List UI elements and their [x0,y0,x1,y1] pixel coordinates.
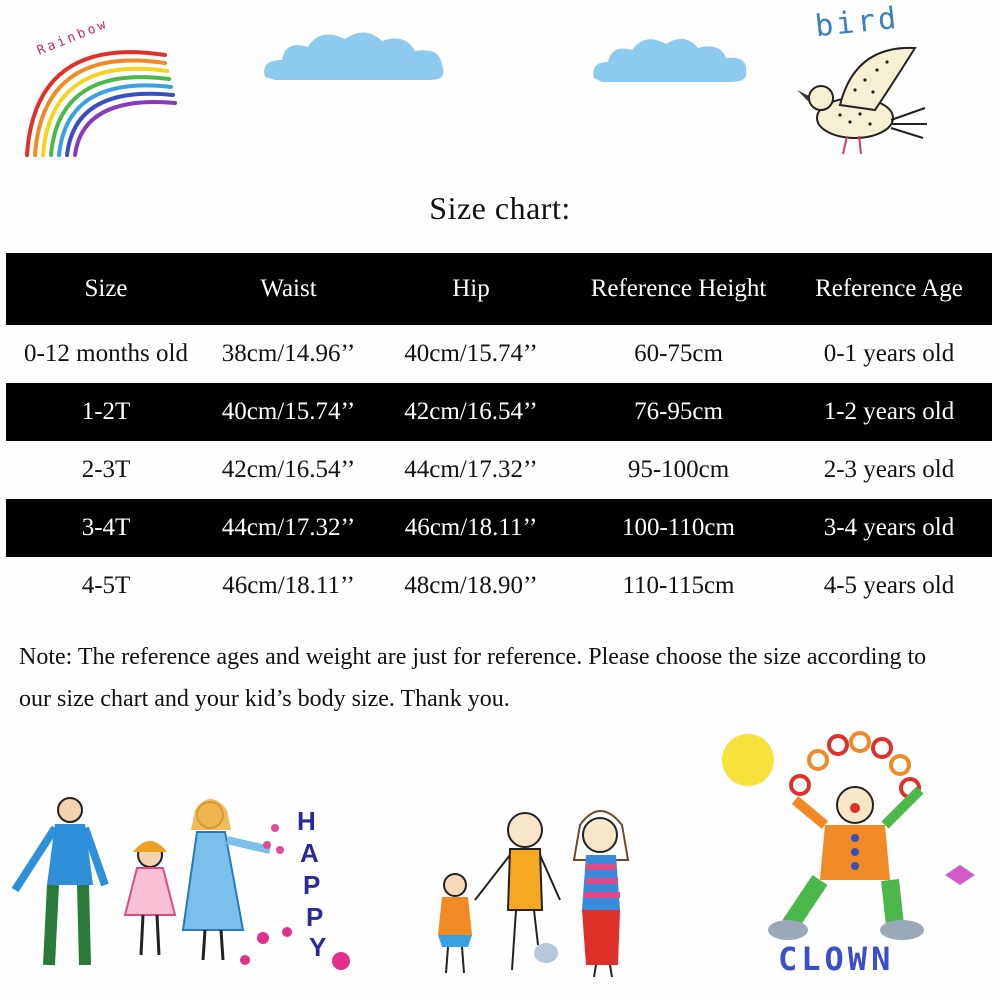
cell-hip: 48cm/18.90’’ [404,572,538,599]
cell-size: 1-2T [6,383,206,441]
bird-drawing [795,40,930,160]
cell-height: 100-110cm [571,499,786,557]
note-line-2: our size chart and your kid’s body size. Thank you. [19,686,510,712]
cell-size: 4-5T [81,572,131,599]
happy-letter: A [300,838,319,868]
table-row [6,383,992,441]
clown-drawing [720,730,990,960]
cell-waist: 38cm/14.96’’ [221,340,356,367]
cell-height: 110-115cm [622,572,735,599]
cell-waist: 44cm/17.32’’ [206,499,371,557]
header-waist: Waist [206,253,371,325]
size-note [19,636,979,720]
rainbow-drawing [15,15,200,160]
cell-hip: 46cm/18.11’’ [371,499,571,557]
cell-size: 3-4T [6,499,206,557]
clown-label: CLOWN [778,940,895,978]
table-row [6,325,992,383]
table-row [6,441,992,499]
cell-age: 2-3 years old [823,456,955,483]
cell-waist: 40cm/15.74’’ [206,383,371,441]
cell-size: 2-3T [81,456,131,483]
cell-hip: 42cm/16.54’’ [371,383,571,441]
cell-age: 4-5 years old [823,572,955,599]
cell-waist: 46cm/18.11’’ [222,572,355,599]
size-chart-table [6,253,992,615]
cell-height: 95-100cm [627,456,730,483]
cell-age: 0-1 years old [823,340,955,367]
cell-waist: 42cm/16.54’’ [221,456,356,483]
happy-letter: P [306,902,324,932]
happy-letter: Y [309,932,327,962]
rainbow-label: Rainbow [34,16,111,59]
header-reference-height: Reference Height [571,253,786,325]
table-header-row [6,253,992,325]
cell-age: 1-2 years old [786,383,992,441]
happy-letter: H [297,806,316,836]
pink-dot [330,950,352,972]
cell-age: 3-4 years old [786,499,992,557]
cloud-right [590,30,750,85]
happy-letter: P [303,870,321,900]
cell-height: 76-95cm [571,383,786,441]
stick-family-drawing [420,805,660,980]
cloud-left [260,25,450,85]
header-reference-age: Reference Age [786,253,992,325]
cell-hip: 44cm/17.32’’ [404,456,538,483]
note-line-1: Note: The reference ages and weight are just for reference. Please choose the size according to [19,644,927,670]
cell-height: 60-75cm [634,340,723,367]
header-size: Size [6,253,206,325]
cell-size: 0-12 months old [24,340,188,367]
bird-label: bird [813,0,901,45]
page-title: Size chart: [429,190,571,226]
table-row [6,557,992,615]
family-drawing [5,790,295,980]
table-row [6,499,992,557]
header-hip: Hip [371,253,571,325]
cell-hip: 40cm/15.74’’ [404,340,538,367]
